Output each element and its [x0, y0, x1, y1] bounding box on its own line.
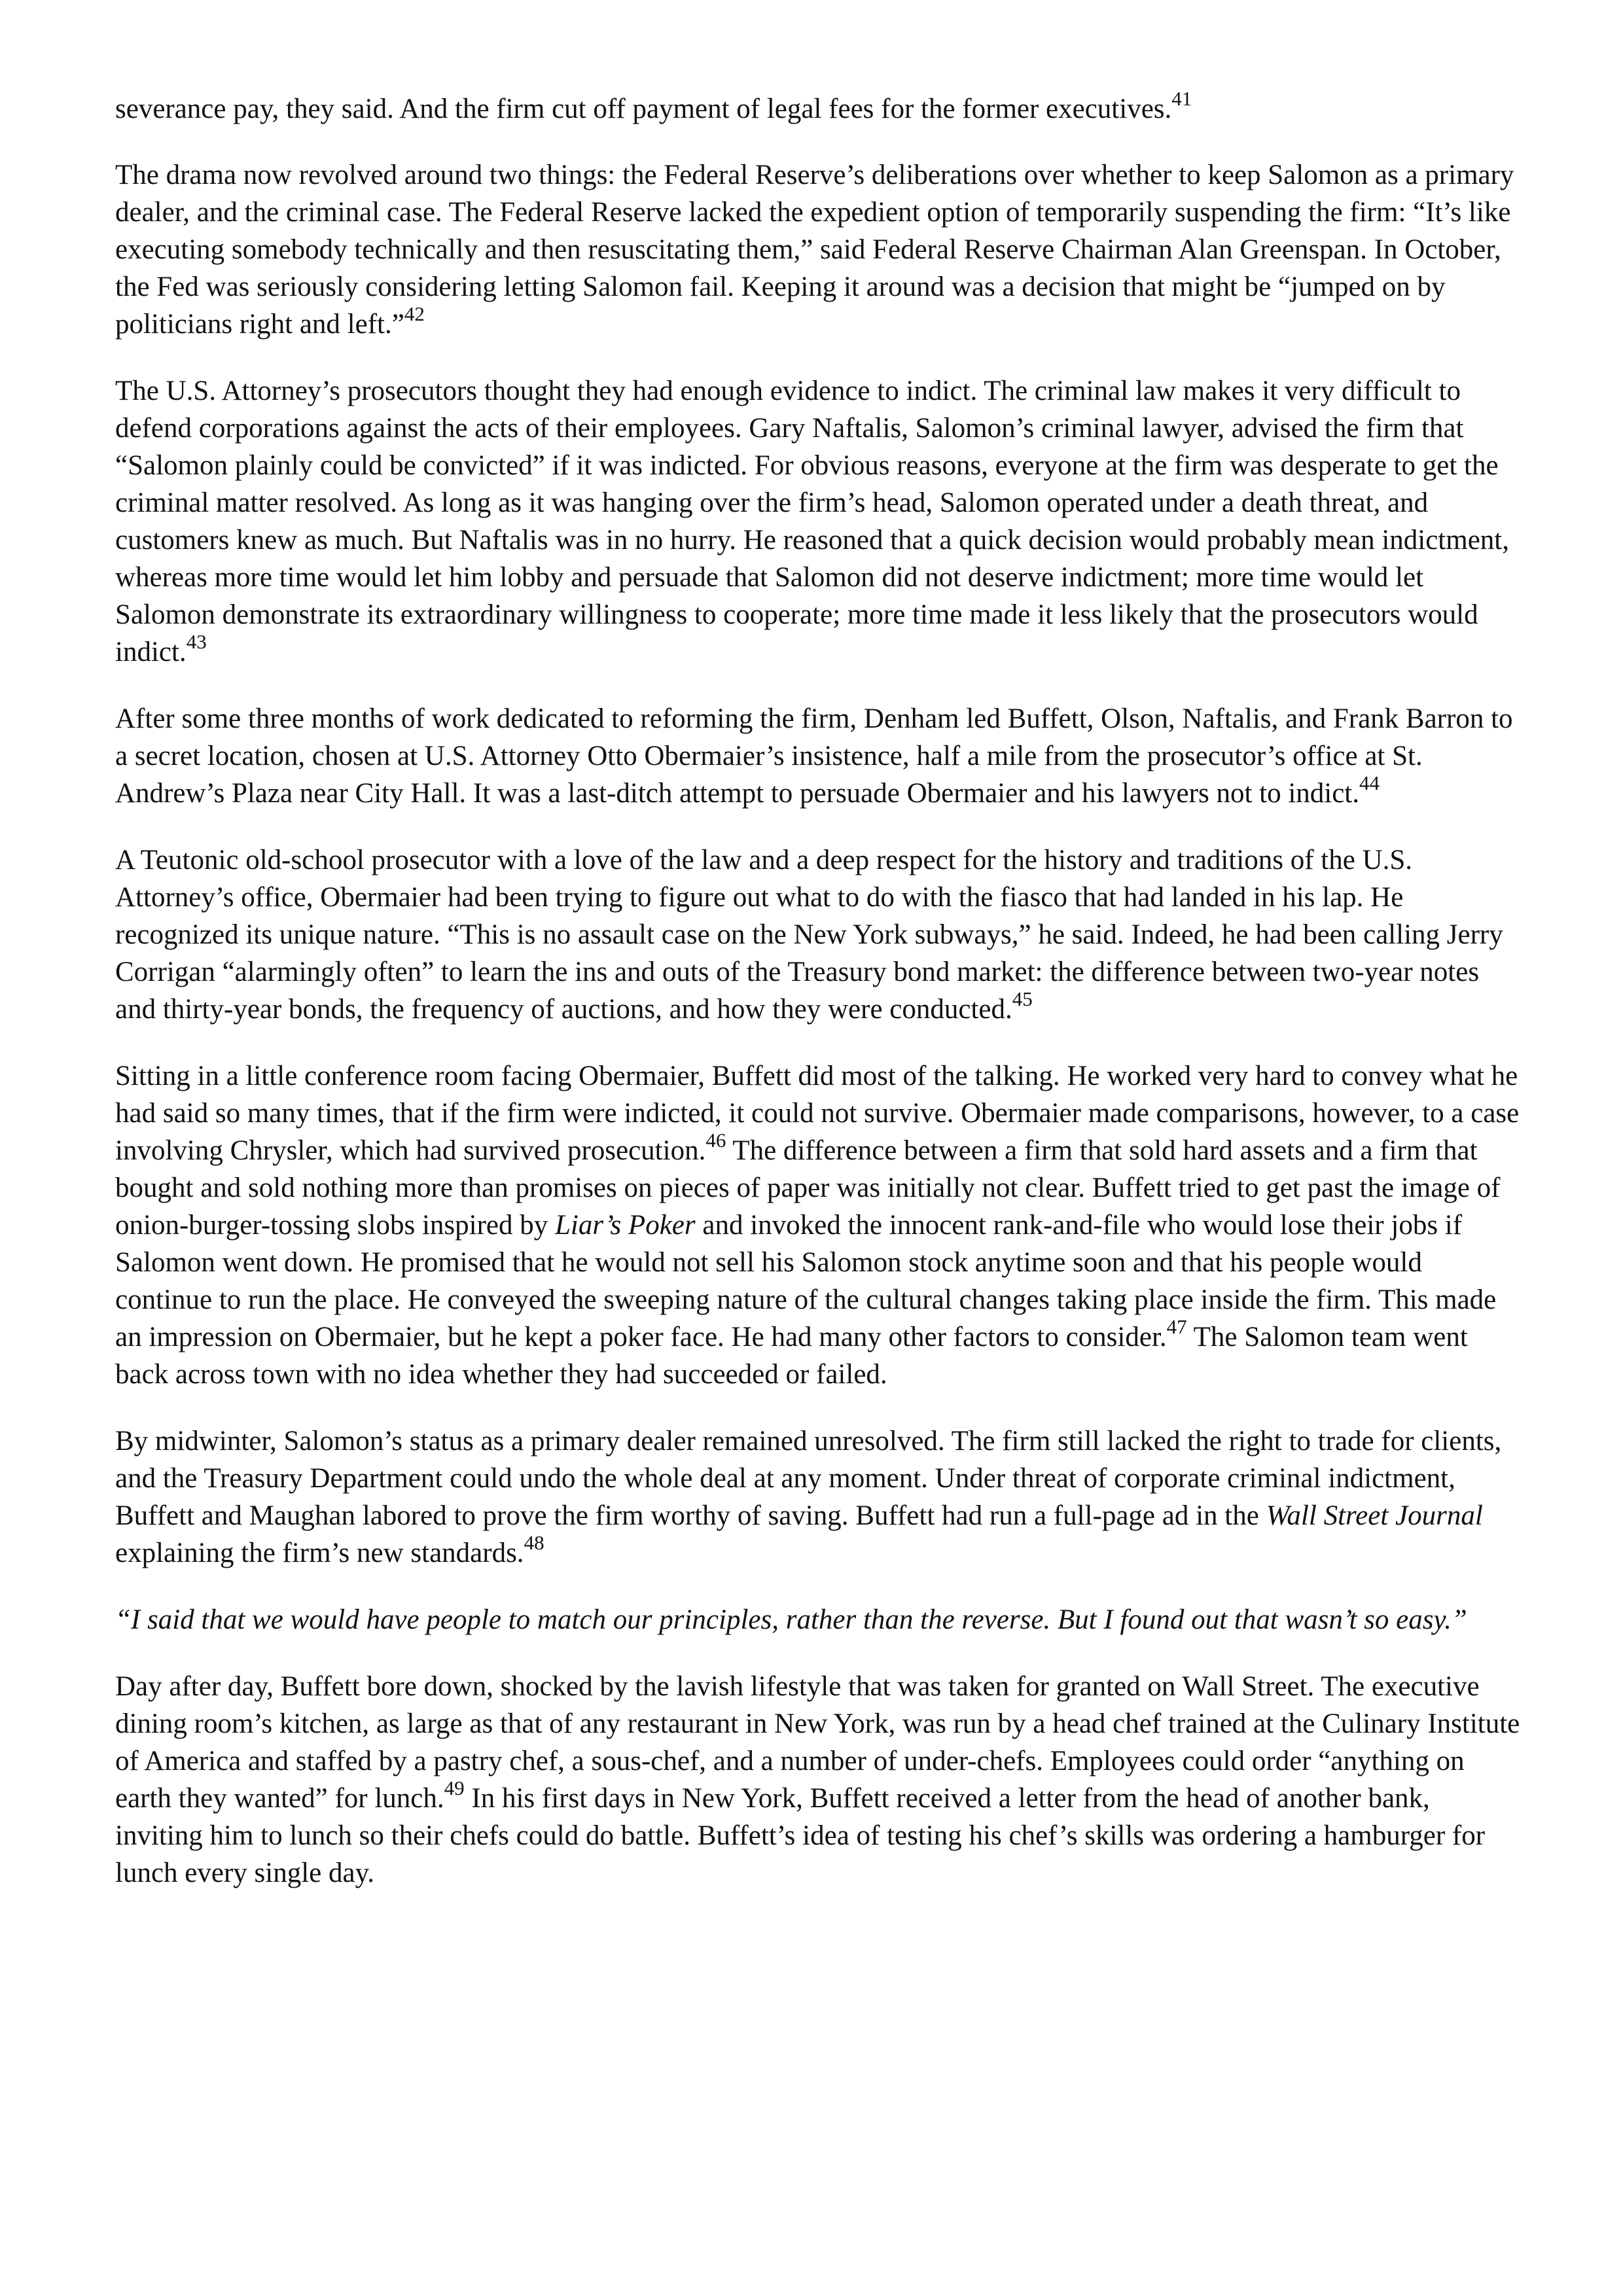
footnote-marker: 43 [186, 629, 207, 653]
paragraph-text: In his first days in New York, Buffett received a letter from the head of another bank, inviting him to lunch so their chefs could do battle. Buffett’s idea of testing his chef’s skills was ordering a hamburger for lunch every single day. [115, 1783, 1486, 1888]
paragraph-text: A Teutonic old-school prosecutor with a love of the law and a deep respect for the history and traditions of the U.S. Attorney’s office, Obermaier had been trying to figure out what to do with the fiasco that had landed in his lap. He recognized its unique nature. “This is no assault case on the New York subways,” he said. Indeed, he had been calling Jerry Corrigan “alarmingly often” to learn the ins and outs of the Treasury bond market: the difference between two-year notes and thirty-year bonds, the frequency of auctions, and how they were conducted. [115, 845, 1503, 1025]
publication-title: Wall Street Journal [1266, 1500, 1483, 1531]
paragraph-text: After some three months of work dedicated to reforming the firm, Denham led Buffett, Olson, Naftalis, and Frank Barron to a secret location, chosen at U.S. Attorney Otto Obermaier’s insistence, half a mile from the prosecutor’s office at St. Andrew’s Plaza near City Hall. It was a last-ditch attempt to persuade Obermaier and his lawyers not to indict. [115, 703, 1513, 809]
footnote-marker: 46 [705, 1128, 726, 1152]
paragraph-prosecutors [115, 372, 1522, 671]
paragraph-text: Day after day, Buffett bore down, shocked by the lavish lifestyle that was taken for granted on Wall Street. The executive dining room’s kitchen, as large as that of any restaurant in New York, was run by a head chef trained at the Culinary Institute of America and staffed by a pastry chef, a sous-chef, and a number of under-chefs. Employees could order “anything on earth they wanted” for lunch. [115, 1671, 1520, 1814]
footnote-marker: 49 [444, 1776, 465, 1799]
paragraph-conference-room [115, 1057, 1522, 1393]
paragraph-lavish-lifestyle [115, 1668, 1522, 1892]
paragraph-text: The U.S. Attorney’s prosecutors thought they had enough evidence to indict. The criminal law makes it very difficult to defend corporations against the acts of their employees. Gary Naftalis, Salomon’s criminal lawyer, advised the firm that “Salomon plainly could be convicted” if it was indicted. For obvious reasons, everyone at the firm was desperate to get the criminal matter resolved. As long as it was hanging over the firm’s head, Salomon operated under a death threat, and customers knew as much. But Naftalis was in no hurry. He reasoned that a quick decision would probably mean indictment, whereas more time would let him lobby and persuade that Salomon did not deserve indictment; more time would let Salomon demonstrate its extraordinary willingness to cooperate; more time made it less likely that the prosecutors would indict. [115, 376, 1509, 667]
paragraph-text: The difference between a firm that sold hard assets and a firm that bought and sold nothing more than promises on pieces of paper was initially not clear. Buffett tried to get past the image of onion-burger-tossing slobs inspired by [115, 1135, 1501, 1241]
footnote-marker: 45 [1012, 987, 1033, 1010]
paragraph-text: severance pay, they said. And the firm cut off payment of legal fees for the former executives. [115, 94, 1172, 124]
paragraph-severance-pay [115, 86, 1522, 128]
paragraph-text: Sitting in a little conference room facing Obermaier, Buffett did most of the talking. He worked very hard to convey what he had said so many times, that if the firm were indicted, it could not survive. Obermaier made comparisons, however, to a case involving Chrysler, which had survived prosecution. [115, 1061, 1520, 1166]
paragraph-text: and invoked the innocent rank-and-file who would lose their jobs if Salomon went down. He promised that he would not sell his Salomon stock anytime soon and that his people would continue to run the place. He conveyed the sweeping nature of the cultural changes taking place inside the firm. This made an impression on Obermaier, but he kept a poker face. He had many other factors to consider. [115, 1210, 1497, 1352]
paragraph-federal-reserve [115, 156, 1522, 343]
footnote-marker: 42 [404, 302, 425, 325]
paragraph-text: The Salomon team went back across town with no idea whether they had succeeded or failed. [115, 1322, 1468, 1390]
book-title: Liar’s Poker [554, 1210, 696, 1241]
paragraph-text: explaining the firm’s new standards. [115, 1538, 524, 1568]
quote-text: “I said that we would have people to match our principles, rather than the reverse. But I found out that wasn’t so easy.” [115, 1604, 1467, 1635]
paragraph-midwinter [115, 1422, 1522, 1572]
footnote-marker: 47 [1166, 1315, 1187, 1338]
paragraph-secret-location [115, 700, 1522, 812]
paragraph-text: The drama now revolved around two things: the Federal Reserve’s deliberations over whether to keep Salomon as a primary dealer, and the criminal case. The Federal Reserve lacked the expedient option of temporarily suspending the firm: “It’s like executing somebody technically and then resuscitating them,” said Federal Reserve Chairman Alan Greenspan. In October, the Fed was seriously considering letting Salomon fail. Keeping it around was a decision that might be “jumped on by politicians right and left.” [115, 160, 1514, 340]
footnote-marker: 41 [1171, 86, 1192, 110]
buffett-quote [115, 1601, 1522, 1638]
paragraph-obermaier [115, 841, 1522, 1028]
paragraph-text: By midwinter, Salomon’s status as a primary dealer remained unresolved. The firm still lacked the right to trade for clients, and the Treasury Department could undo the whole deal at any moment. Under threat of corporate criminal indictment, Buffett and Maughan labored to prove the firm worthy of saving. Buffett had run a full-page ad in the [115, 1426, 1502, 1531]
footnote-marker: 48 [524, 1530, 544, 1554]
document-page [115, 86, 1522, 1921]
footnote-marker: 44 [1359, 771, 1380, 794]
